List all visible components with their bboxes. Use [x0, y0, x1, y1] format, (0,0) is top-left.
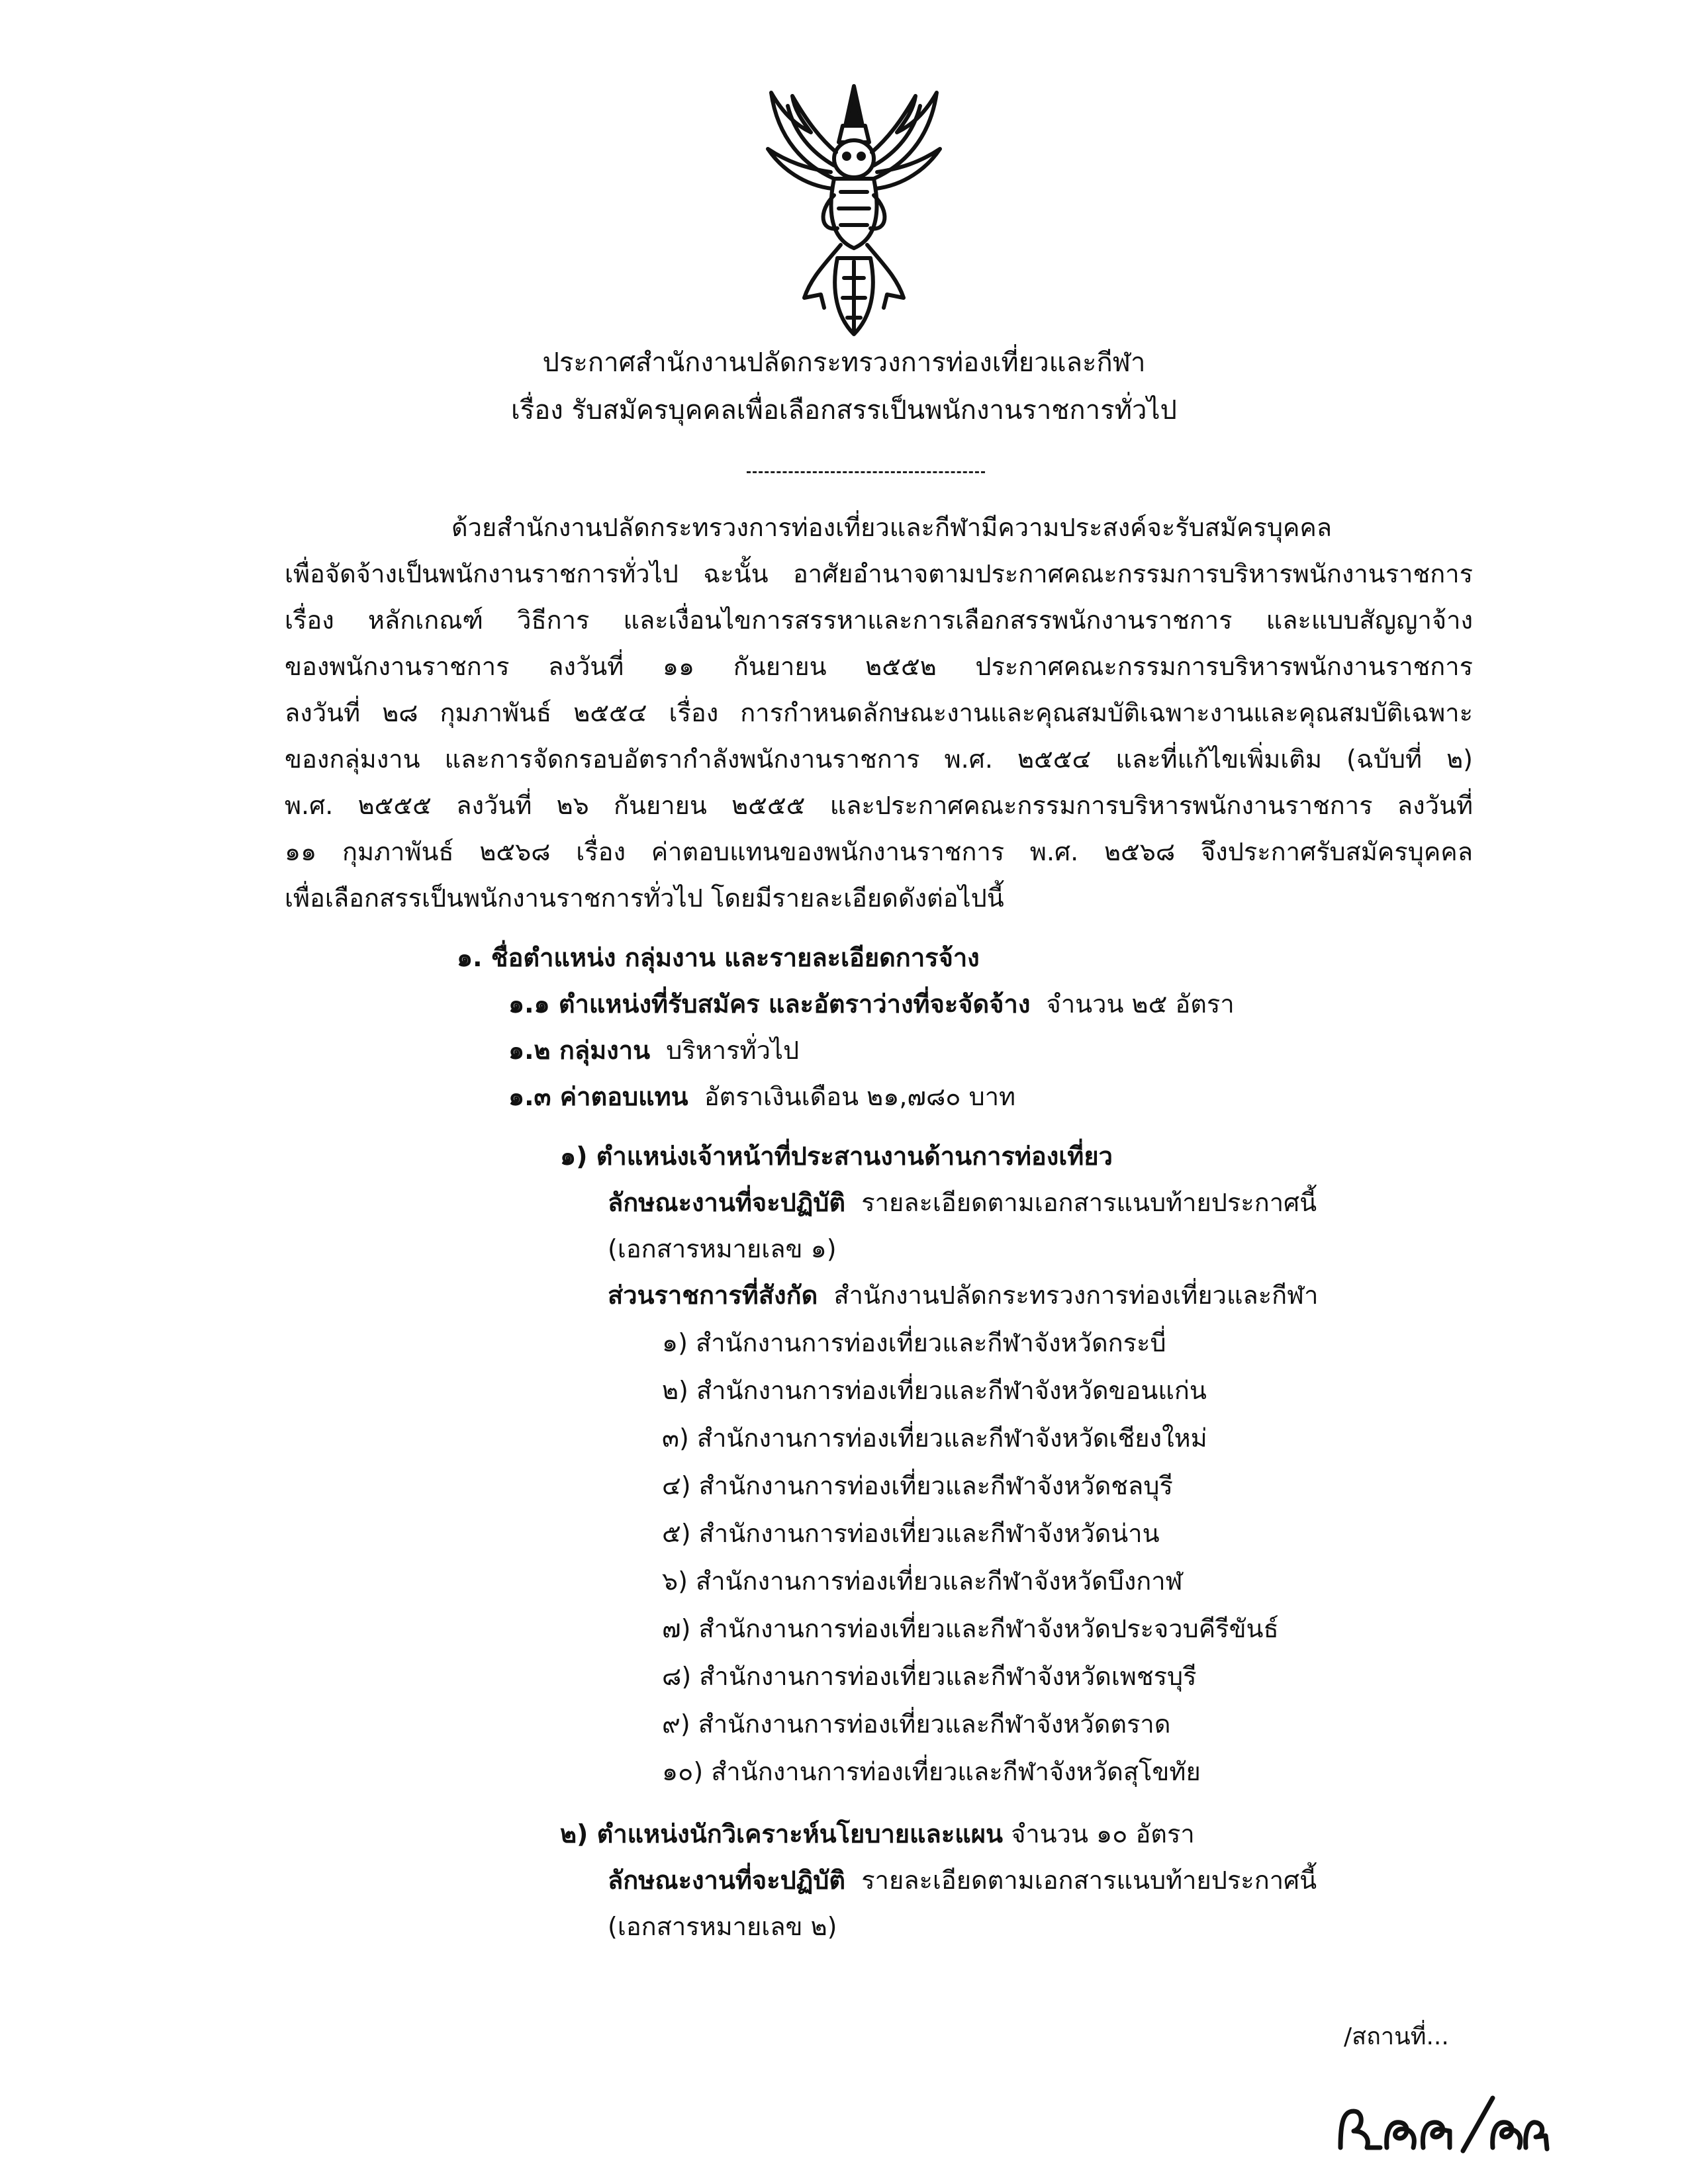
section-1-1-value: จำนวน ๒๕ อัตรา — [1046, 989, 1235, 1019]
body-line-6: ของกลุ่มงาน และการจัดกรอบอัตรากำลังพนักงานราชการ พ.ศ. ๒๕๕๔ และที่แก้ไขเพิ่มเติม (ฉบับที่ ๒) — [285, 745, 1473, 774]
position-2-duty — [608, 1868, 1317, 1893]
section-1-2-value: บริหารทั่วไป — [666, 1036, 800, 1065]
body-line-7: พ.ศ. ๒๕๕๕ ลงวันที่ ๒๖ กันยายน ๒๕๕๕ และประกาศคณะกรรมการบริหารพนักงานราชการ ลงวันที่ — [285, 791, 1473, 820]
document-subject: เรื่อง รับสมัครบุคคลเพื่อเลือกสรรเป็นพนักงานราชการทั่วไป — [511, 395, 1177, 426]
office-list-item: ๑) สำนักงานการท่องเที่ยวและกีฬาจังหวัดกระบี่ — [662, 1328, 1166, 1357]
section-1-title: ๑. ชื่อตำแหน่ง กลุ่มงาน และรายละเอียดการจ้าง — [457, 943, 980, 972]
body-line-3: เรื่อง หลักเกณฑ์ วิธีการ และเงื่อนไขการสรรหาและการเลือกสรรพนักงานราชการ และแบบสัญญาจ้าง — [285, 606, 1473, 635]
document-title: ประกาศสำนักงานปลัดกระทรวงการท่องเที่ยวและกีฬา — [542, 347, 1146, 378]
section-1-2 — [508, 1038, 799, 1063]
office-list-item: ๘) สำนักงานการท่องเที่ยวและกีฬาจังหวัดเพชรบุรี — [662, 1662, 1197, 1691]
position-2-title-line — [560, 1821, 1195, 1846]
office-list-item: ๙) สำนักงานการท่องเที่ยวและกีฬาจังหวัดตราด — [662, 1709, 1171, 1739]
office-list-item: ๔) สำนักงานการท่องเที่ยวและกีฬาจังหวัดชลบุรี — [662, 1471, 1173, 1500]
office-list-item: ๖) สำนักงานการท่องเที่ยวและกีฬาจังหวัดบึงกาฬ — [662, 1567, 1183, 1596]
body-line-2: เพื่อจัดจ้างเป็นพนักงานราชการทั่วไป ฉะนั้น อาศัยอำนาจตามประกาศคณะกรรมการบริหารพนักงานราชการ — [285, 559, 1473, 588]
continued-marker: /สถานที่... — [1344, 2023, 1449, 2050]
office-list-item: ๓) สำนักงานการท่องเที่ยวและกีฬาจังหวัดเชียงใหม่ — [662, 1424, 1207, 1453]
body-line-5: ลงวันที่ ๒๘ กุมภาพันธ์ ๒๕๕๔ เรื่อง การกำหนดลักษณะงานและคุณสมบัติเฉพาะงานและคุณสมบัติเฉพาะ — [285, 698, 1473, 727]
section-1-3-value: อัตราเงินเดือน ๒๑,๗๘๐ บาท — [704, 1082, 1016, 1111]
section-1-1 — [508, 991, 1235, 1017]
body-line-4: ของพนักงานราชการ ลงวันที่ ๑๑ กันยายน ๒๕๕๒ ประกาศคณะกรรมการบริหารพนักงานราชการ — [285, 652, 1473, 681]
position-2-title: ๒) ตำแหน่งนักวิเคราะห์นโยบายและแผน — [560, 1819, 1003, 1848]
section-1-3 — [508, 1084, 1015, 1109]
body-line-1: ด้วยสำนักงานปลัดกระทรวงการท่องเที่ยวและกีฬามีความประสงค์จะรับสมัครบุคคล — [451, 513, 1333, 542]
office-list-item: ๗) สำนักงานการท่องเที่ยวและกีฬาจังหวัดประจวบคีรีขันธ์ — [662, 1614, 1279, 1643]
office-list-item: ๑๐) สำนักงานการท่องเที่ยวและกีฬาจังหวัดสุโขทัย — [662, 1757, 1201, 1786]
position-2-doc-ref: (เอกสารหมายเลข ๒) — [608, 1912, 837, 1941]
position-2-duty-value: รายละเอียดตามเอกสารแนบท้ายประกาศนี้ — [861, 1866, 1317, 1895]
section-1-1-label: ๑.๑ ตำแหน่งที่รับสมัคร และอัตราว่างที่จะจัดจ้าง — [508, 989, 1031, 1019]
position-2-count: จำนวน ๑๐ อัตรา — [1011, 1819, 1195, 1848]
position-1-doc-ref: (เอกสารหมายเลข ๑) — [608, 1234, 837, 1263]
body-line-8: ๑๑ กุมภาพันธ์ ๒๕๖๘ เรื่อง ค่าตอบแทนของพนักงานราชการ พ.ศ. ๒๕๖๘ จึงประกาศรับสมัครบุคคล — [285, 837, 1473, 866]
header-separator — [747, 471, 985, 473]
position-1-agency — [608, 1283, 1318, 1308]
garuda-emblem-icon — [758, 79, 950, 341]
section-1-2-label: ๑.๒ กลุ่มงาน — [508, 1036, 651, 1065]
office-list-item: ๒) สำนักงานการท่องเที่ยวและกีฬาจังหวัดขอนแก่น — [662, 1376, 1207, 1405]
handwritten-mark — [1334, 2095, 1552, 2154]
section-1-3-label: ๑.๓ ค่าตอบแทน — [508, 1082, 688, 1111]
position-1-duty-label: ลักษณะงานที่จะปฏิบัติ — [608, 1188, 846, 1217]
position-1-duty-value: รายละเอียดตามเอกสารแนบท้ายประกาศนี้ — [861, 1188, 1317, 1217]
position-1-duty — [608, 1190, 1317, 1215]
position-2-duty-label: ลักษณะงานที่จะปฏิบัติ — [608, 1866, 846, 1895]
body-line-9: เพื่อเลือกสรรเป็นพนักงานราชการทั่วไป โดยมีรายละเอียดดังต่อไปนี้ — [285, 884, 1004, 913]
position-1-title: ๑) ตำแหน่งเจ้าหน้าที่ประสานงานด้านการท่องเที่ยว — [560, 1142, 1113, 1171]
office-list-item: ๕) สำนักงานการท่องเที่ยวและกีฬาจังหวัดน่าน — [662, 1519, 1160, 1548]
position-1-agency-label: ส่วนราชการที่สังกัด — [608, 1281, 818, 1310]
position-1-agency-value: สำนักงานปลัดกระทรวงการท่องเที่ยวและกีฬา — [833, 1281, 1319, 1310]
